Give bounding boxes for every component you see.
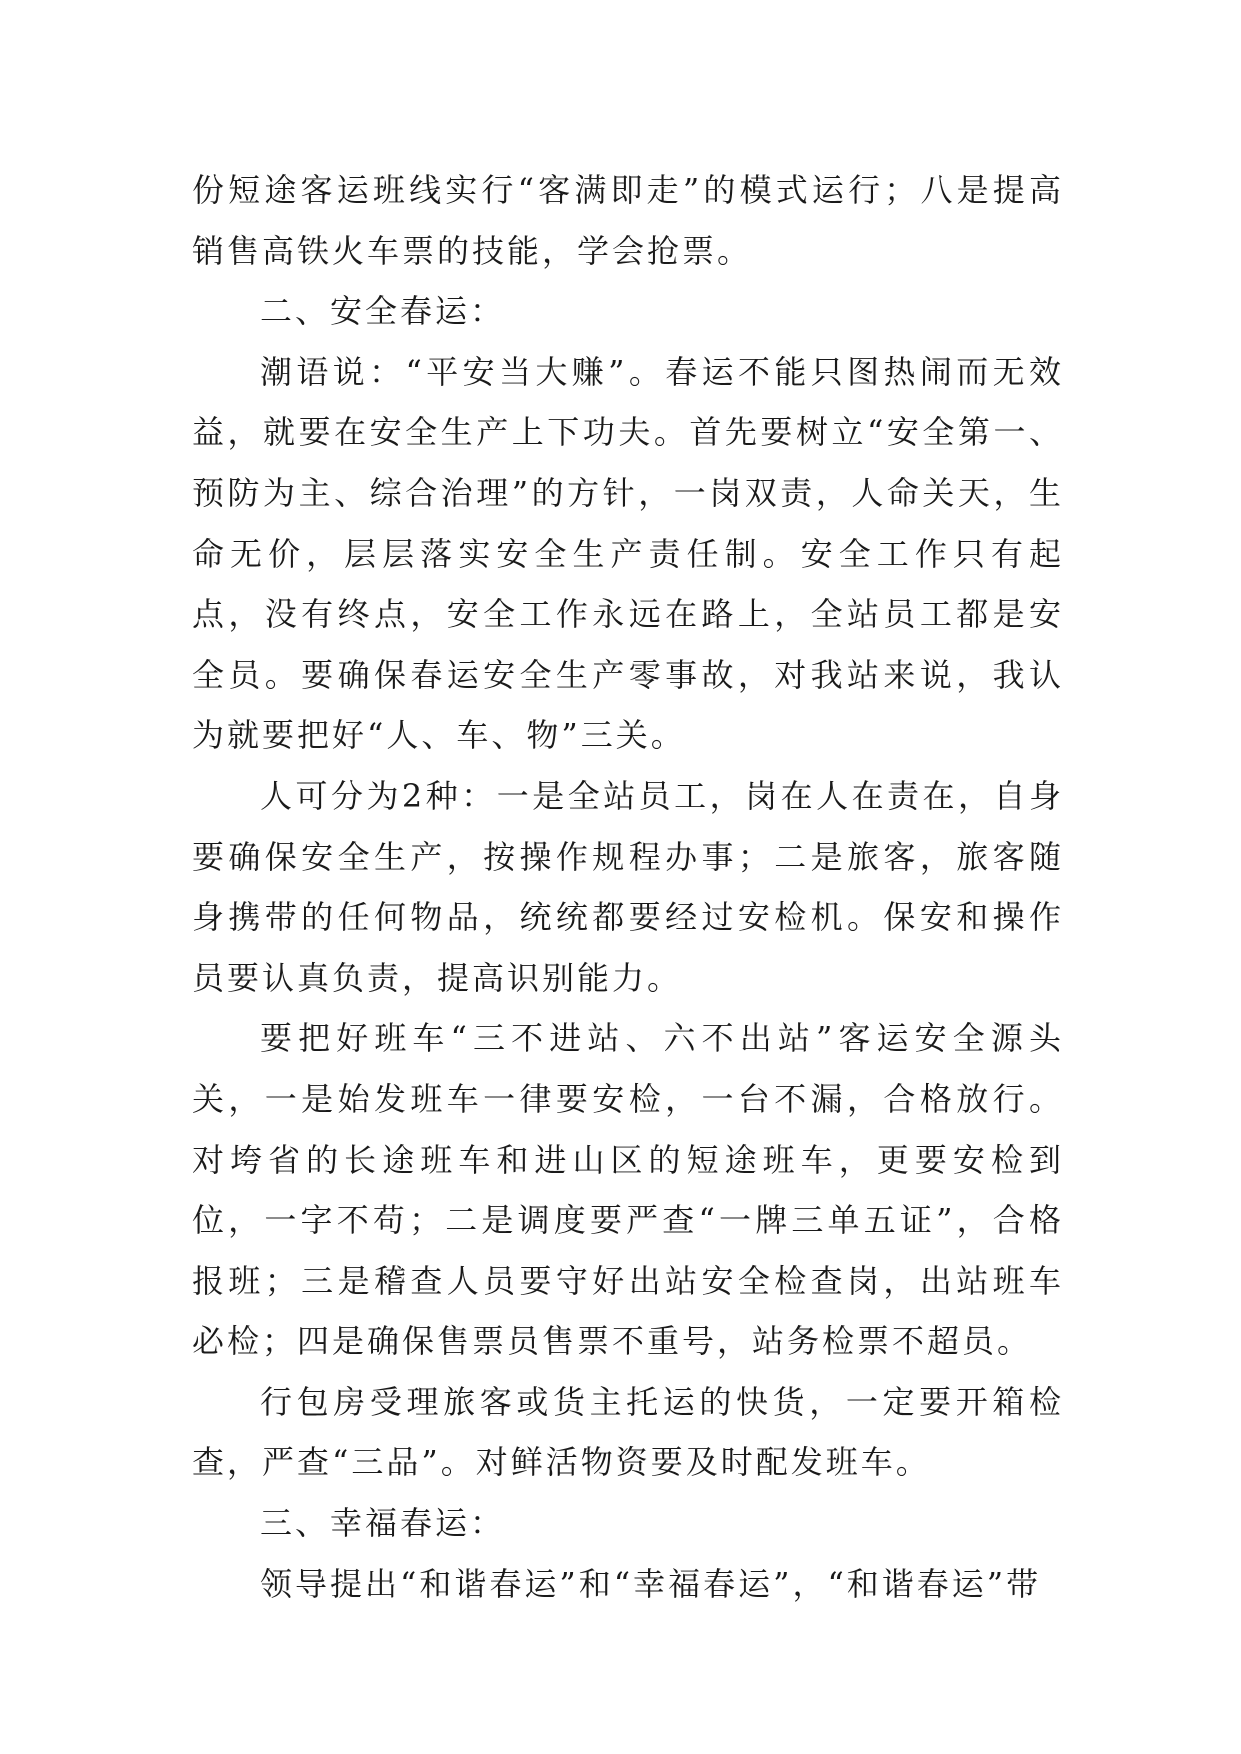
paragraph-safety-principles: 潮语说：“平安当大赚”。春运不能只图热闹而无效益，就要在安全生产上下功夫。首先要树立“安全第一、预防为主、综合治理”的方针，一岗双责，人命关天，生命无价，层层落实安全生产责任制。安全工作只有起点，没有终点，安全工作永远在路上，全站员工都是安全员。要确保春运安全生产零事故，对我站来说，我认为就要把好“人、车、物”三关。 bbox=[192, 352, 1064, 755]
paragraph-vehicle-check: 要把好班车“三不进站、六不出站”客运安全源头关，一是始发班车一律要安检，一台不漏，合格放行。对垮省的长途班车和进山区的短途班车，更要安检到位，一字不苟；二是调度要严查“一牌三单五证”，合格报班；三是稽查人员要守好出站安全检查岗，出站班车必检；四是确保售票员售票不重号，站务检票不超员。 bbox=[192, 1019, 1064, 1361]
paragraph-people-check: 人可分为2种：一是全站员工，岗在人在责在，自身要确保安全生产，按操作规程办事；二是旅客，旅客随身携带的任何物品，统统都要经过安检机。保安和操作员要认真负责，提高识别能力。 bbox=[192, 776, 1064, 997]
paragraph-goods-check: 行包房受理旅客或货主托运的快货，一定要开箱检查，严查“三品”。对鲜活物资要及时配发班车。 bbox=[192, 1382, 1064, 1482]
paragraph-continuation: 份短途客运班线实行“客满即走”的模式运行；八是提高销售高铁火车票的技能，学会抢票。 bbox=[192, 171, 1064, 270]
paragraph-happiness-intro: 领导提出“和谐春运”和“幸福春运”，“和谐春运”带 bbox=[260, 1564, 1042, 1603]
section-heading-safety: 二、安全春运： bbox=[260, 292, 506, 331]
section-heading-happiness: 三、幸福春运： bbox=[260, 1504, 506, 1543]
document-body bbox=[192, 160, 1064, 1614]
